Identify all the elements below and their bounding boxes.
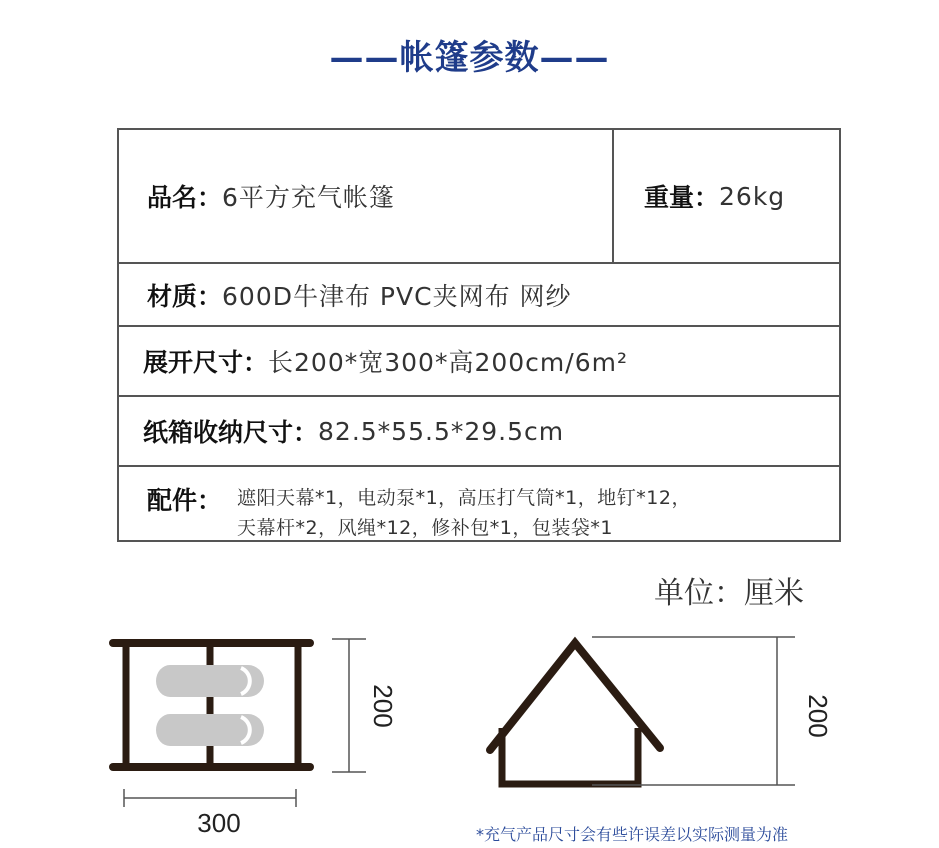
page-title: ——帐篷参数—— (329, 38, 610, 78)
box-value: 82.5*55.5*29.5cm (318, 416, 565, 446)
floor-plan-diagram (113, 639, 366, 807)
material-label: 材质： (147, 281, 223, 311)
measurement-note: *充气产品尺寸会有些许误差以实际测量为准 (476, 825, 789, 844)
size-value: 长200*宽300*高200cm/6m² (268, 348, 628, 377)
material-value: 600D牛津布 PVC夹网布 网纱 (222, 281, 572, 311)
weight-label: 重量： (644, 183, 720, 212)
size-label: 展开尺寸： (143, 348, 269, 377)
name-label: 品名： (147, 183, 223, 212)
unit-label: 单位：厘米 (654, 576, 804, 611)
floor-height-label: 200 (368, 684, 398, 728)
acc-label: 配件： (147, 486, 223, 515)
side-view-diagram (490, 637, 795, 785)
floor-width-label: 300 (197, 808, 241, 838)
acc-line-1: 遮阳天幕*1，电动泵*1，高压打气筒*1，地钉*12， (237, 487, 691, 509)
weight-value: 26kg (719, 181, 786, 211)
box-label: 纸箱收纳尺寸： (143, 418, 319, 447)
acc-line-2: 天幕杆*2，风绳*12，修补包*1，包装袋*1 (237, 517, 613, 539)
side-height-label: 200 (803, 694, 833, 738)
name-value: 6平方充气帐篷 (222, 183, 395, 212)
